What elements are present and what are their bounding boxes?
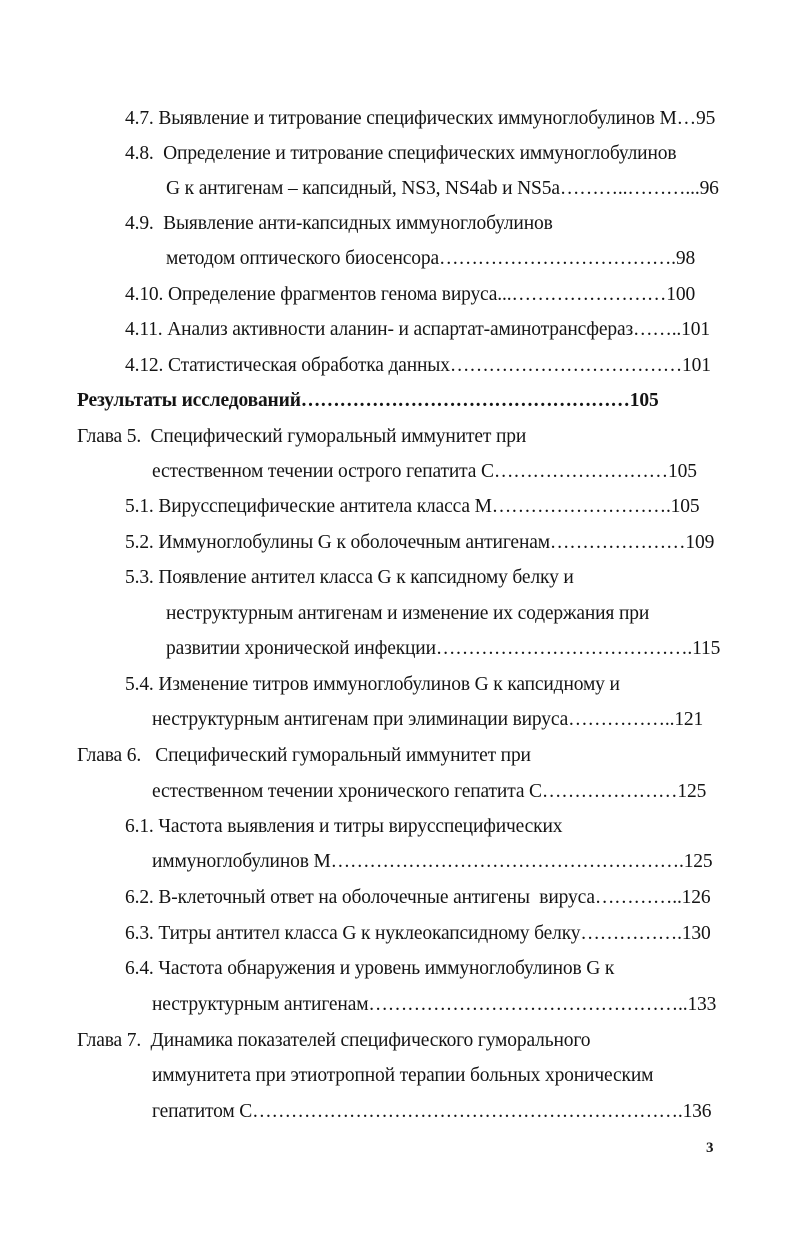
toc-entry-4-10: 4.10. Определение фрагментов генома вируса...……………………100 (125, 284, 696, 305)
toc-entry-5-2: 5.2. Иммуноглобулины G к оболочечным антигенам…………………109 (125, 532, 715, 553)
toc-entry-4-9-cont: методом оптического биосенсора……………………………….98 (166, 248, 696, 269)
toc-chapter-6-cont: естественном течении хронического гепатита С…………………125 (152, 781, 707, 802)
toc-entry-6-1: 6.1. Частота выявления и титры вирусспецифических (125, 816, 563, 837)
toc-entry-6-3: 6.3. Титры антител класса G к нуклеокапсидному белку…………….130 (125, 923, 711, 944)
toc-entry-5-4-cont: неструктурным антигенам при элиминации вируса……………..121 (152, 709, 704, 730)
toc-entry-4-8: 4.8. Определение и титрование специфических иммуноглобулинов (125, 143, 677, 164)
toc-entry-6-1-cont: иммуноглобулинов М……………………………………………….125 (152, 851, 713, 872)
toc-entry-5-3-cont-2: развитии хронической инфекции………………………………….115 (166, 638, 721, 659)
toc-chapter-5-cont: естественном течении острого гепатита С………………………105 (152, 461, 697, 482)
toc-section-results: Результаты исследований……………………………………………105 (77, 390, 659, 411)
toc-entry-4-12: 4.12. Статистическая обработка данных………………………………101 (125, 355, 711, 376)
toc-entry-5-3: 5.3. Появление антител класса G к капсидному белку и (125, 567, 574, 588)
toc-entry-6-2: 6.2. В-клеточный ответ на оболочечные антигены вируса…………..126 (125, 887, 711, 908)
toc-chapter-7-cont-1: иммунитета при этиотропной терапии больных хроническим (152, 1065, 654, 1086)
toc-entry-4-11: 4.11. Анализ активности аланин- и аспартат-аминотрансфераз……..101 (125, 319, 710, 340)
toc-entry-5-4: 5.4. Изменение титров иммуноглобулинов G к капсидному и (125, 674, 620, 695)
toc-entry-5-1: 5.1. Вирусспецифические антитела класса М……………………….105 (125, 496, 700, 517)
toc-entry-6-4-cont: неструктурным антигенам…………………………………………..133 (152, 994, 717, 1015)
page-number: 3 (706, 1140, 714, 1156)
toc-chapter-6: Глава 6. Специфический гуморальный иммунитет при (77, 745, 531, 766)
toc-entry-4-9: 4.9. Выявление анти-капсидных иммуноглобулинов (125, 213, 553, 234)
toc-entry-4-7: 4.7. Выявление и титрование специфических иммуноглобулинов М…95 (125, 108, 716, 129)
toc-chapter-7: Глава 7. Динамика показателей специфического гуморального (77, 1030, 591, 1051)
toc-entry-5-3-cont-1: неструктурным антигенам и изменение их содержания при (166, 603, 650, 624)
toc-chapter-7-cont-2: гепатитом С………………………………………………………….136 (152, 1101, 712, 1122)
toc-entry-4-8-cont: G к антигенам – капсидный, NS3, NS4ab и NS5a………..………...96 (166, 178, 719, 199)
toc-chapter-5: Глава 5. Специфический гуморальный иммунитет при (77, 426, 527, 447)
toc-entry-6-4: 6.4. Частота обнаружения и уровень иммуноглобулинов G к (125, 958, 615, 979)
